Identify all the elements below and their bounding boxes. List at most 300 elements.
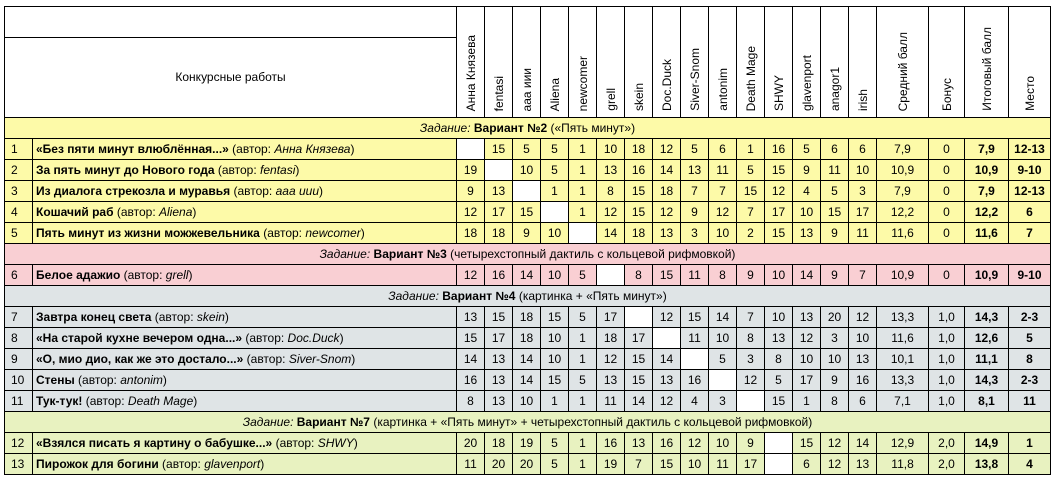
author-prefix: (автор: [120,268,166,282]
section-row [5,118,1051,139]
bonus-cell: 0 [929,139,965,160]
work-title: Пять минут из жизни можжевельника [36,226,260,240]
place-cell: 1 [1009,433,1051,454]
score-cell: 3 [849,181,877,202]
score-cell: 7 [681,181,709,202]
total-cell: 14,9 [965,433,1009,454]
score-cell: 7 [709,181,737,202]
score-cell: 1 [569,328,597,349]
variant-label: Вариант №7 [296,415,370,429]
score-cell: 3 [737,349,765,370]
score-cell: 9 [513,223,541,244]
table-row [5,433,1051,454]
score-cell: 13 [793,307,821,328]
score-cell: 16 [765,139,793,160]
score-cell: 12 [597,349,625,370]
total-cell: 11,1 [965,349,1009,370]
section-heading [5,286,1051,307]
bonus-cell: 1,0 [929,370,965,391]
total-cell: 14,3 [965,307,1009,328]
score-cell: 5 [569,265,597,286]
bonus-cell: 0 [929,265,965,286]
score-cell: 10 [541,349,569,370]
author-suffix: ) [360,226,365,240]
row-number: 7 [5,307,33,328]
score-cell [737,391,765,412]
table-row [5,139,1051,160]
work-title: Завтра конец света [36,310,152,324]
table-row [5,202,1051,223]
author-suffix: ) [351,352,356,366]
score-cell: 13 [653,370,681,391]
score-cell: 10 [597,139,625,160]
header-row [5,7,1051,118]
row-number: 1 [5,139,33,160]
place-cell: 2-3 [1009,370,1051,391]
author-name: newcomer [305,226,361,240]
work-title-cell [33,181,457,202]
score-cell: 14 [457,349,485,370]
variant-label: Вариант №4 [442,289,516,303]
score-cell: 18 [625,223,653,244]
bonus-header: Бонус [929,7,965,118]
work-title: Пирожок для богини [36,457,159,471]
score-cell: 12 [821,454,849,475]
score-cell: 3 [709,391,737,412]
table-row [5,370,1051,391]
author-suffix: ) [260,457,265,471]
score-cell: 15 [457,328,485,349]
place-cell: 4 [1009,454,1051,475]
table-row [5,160,1051,181]
avg-cell: 7,1 [877,391,929,412]
score-cell: 15 [485,307,513,328]
row-number: 2 [5,160,33,181]
score-cell: 10 [821,349,849,370]
author-prefix: (автор: [259,226,306,240]
score-cell: 13 [597,160,625,181]
place-cell: 12-13 [1009,181,1051,202]
table-row [5,307,1051,328]
score-cell: 14 [513,265,541,286]
score-cell: 12 [457,202,485,223]
score-cell [569,223,597,244]
score-cell: 17 [849,202,877,223]
work-title: Белое адажио [36,268,121,282]
score-cell: 1 [541,181,569,202]
score-cell: 12 [793,328,821,349]
score-cell: 17 [485,202,513,223]
score-cell: 10 [681,454,709,475]
row-number: 5 [5,223,33,244]
score-cell: 10 [541,265,569,286]
results-table [4,6,1051,475]
score-cell: 18 [485,223,513,244]
author-prefix: (автор: [151,310,197,324]
score-cell: 12 [709,202,737,223]
judge-header: Анна Князева [457,7,485,118]
score-cell: 12 [597,202,625,223]
score-cell: 15 [821,202,849,223]
score-cell: 5 [737,160,765,181]
author-suffix: ) [319,184,323,198]
score-cell: 11 [681,265,709,286]
score-cell: 13 [625,433,653,454]
score-cell: 1 [569,391,597,412]
work-title-cell [33,391,457,412]
score-cell: 14 [793,265,821,286]
score-cell: 8 [625,265,653,286]
author-suffix: ) [188,268,193,282]
score-cell: 13 [485,181,513,202]
score-cell: 10 [513,391,541,412]
score-cell: 9 [821,370,849,391]
score-cell: 10 [849,160,877,181]
author-suffix: ) [339,331,344,345]
place-cell: 9-10 [1009,160,1051,181]
score-cell: 19 [457,160,485,181]
score-cell: 18 [485,433,513,454]
results-body [5,118,1051,475]
author-name: SHWY [317,436,354,450]
author-name: fentasi [260,163,296,177]
author-suffix: ) [193,394,198,408]
score-cell: 18 [597,328,625,349]
score-cell: 1 [569,202,597,223]
variant-description: (четырехстопный дактиль с кольцевой рифмовкой) [446,247,736,261]
score-cell: 20 [457,433,485,454]
score-cell: 10 [709,328,737,349]
score-cell: 13 [681,160,709,181]
judge-header: glavenport [793,7,821,118]
score-cell [513,181,541,202]
score-cell: 1 [541,391,569,412]
score-cell: 2 [737,223,765,244]
author-prefix: (автор: [272,436,318,450]
author-prefix: (автор: [74,373,121,387]
avg-cell: 10,1 [877,349,929,370]
score-cell: 13 [793,223,821,244]
score-cell: 17 [597,307,625,328]
score-cell: 4 [681,391,709,412]
work-title: «Взялся писать я картину о бабушке...» [36,436,273,450]
score-cell: 12 [821,433,849,454]
author-prefix: (автор: [242,331,288,345]
score-cell: 1 [569,181,597,202]
bonus-cell: 0 [929,202,965,223]
author-prefix: (автор: [243,352,289,366]
score-cell: 13 [849,454,877,475]
work-title: «Без пяти минут влюблённая...» [36,142,229,156]
section-heading [5,118,1051,139]
score-cell: 12 [737,370,765,391]
score-cell: 15 [625,370,653,391]
score-cell: 14 [653,160,681,181]
score-cell: 8 [737,328,765,349]
score-cell: 6 [849,139,877,160]
place-cell: 8 [1009,349,1051,370]
score-cell [653,328,681,349]
avg-cell: 13,3 [877,307,929,328]
score-cell: 1 [569,160,597,181]
score-cell [485,160,513,181]
score-cell: 9 [457,181,485,202]
score-cell: 3 [821,328,849,349]
score-cell: 13 [765,328,793,349]
score-cell: 19 [597,454,625,475]
score-cell: 15 [793,433,821,454]
score-cell: 15 [513,202,541,223]
score-cell [765,433,793,454]
judge-header: SHWY [765,7,793,118]
judge-header: ааа иии [513,7,541,118]
work-title-cell [33,349,457,370]
score-cell: 18 [513,328,541,349]
score-cell: 9 [793,160,821,181]
score-cell: 5 [541,160,569,181]
task-label: Задание: [388,289,439,303]
task-label: Задание: [419,121,471,135]
judge-header: fentasi [485,7,513,118]
author-name: Doc.Duck [287,331,340,345]
variant-description: (картинка + «Пять минут» + четырехстопный дактиль с кольцевой рифмовкой) [369,415,813,429]
task-label: Задание: [319,247,371,261]
score-cell: 4 [793,181,821,202]
judge-header: irish [849,7,877,118]
score-cell: 5 [513,139,541,160]
score-cell: 17 [793,370,821,391]
author-prefix: (автор: [228,142,275,156]
score-cell: 12 [765,181,793,202]
score-cell [765,454,793,475]
judge-header: antonim [709,7,737,118]
score-cell: 11 [457,454,485,475]
avg-cell: 13,3 [877,370,929,391]
score-cell: 6 [709,139,737,160]
table-row [5,328,1051,349]
score-cell: 14 [597,223,625,244]
work-title: «На старой кухне вечером одна...» [36,331,243,345]
score-cell: 15 [765,160,793,181]
score-cell: 10 [765,307,793,328]
bonus-cell: 0 [929,160,965,181]
score-cell: 13 [485,391,513,412]
score-cell: 8 [765,349,793,370]
work-title-cell [33,307,457,328]
score-cell: 14 [653,349,681,370]
total-cell: 7,9 [965,139,1009,160]
score-cell: 11 [821,160,849,181]
score-cell: 7 [737,202,765,223]
score-cell: 18 [513,307,541,328]
work-title: Кошачий раб [36,205,114,219]
score-cell: 1 [793,391,821,412]
score-cell: 10 [793,202,821,223]
avg-cell: 7,9 [877,139,929,160]
score-cell: 1 [569,139,597,160]
score-cell [681,349,709,370]
score-cell: 8 [597,181,625,202]
avg-cell: 12,9 [877,433,929,454]
score-cell: 17 [485,328,513,349]
score-cell: 7 [849,265,877,286]
score-cell: 11 [709,454,737,475]
score-cell: 16 [625,160,653,181]
score-cell: 11 [849,223,877,244]
score-cell: 18 [457,223,485,244]
total-cell: 13,8 [965,454,1009,475]
author-name: Aliena [159,205,193,219]
work-title-cell [33,160,457,181]
score-cell: 10 [709,433,737,454]
score-cell: 15 [625,349,653,370]
author-name: glavenport [204,457,261,471]
work-title-cell [33,223,457,244]
score-cell: 6 [793,454,821,475]
score-cell: 5 [541,433,569,454]
score-cell: 14 [513,349,541,370]
score-cell: 20 [821,307,849,328]
section-row [5,286,1051,307]
score-cell: 9 [821,265,849,286]
score-cell: 10 [541,223,569,244]
works-header [5,7,457,118]
row-number: 3 [5,181,33,202]
row-number: 9 [5,349,33,370]
score-cell: 5 [541,139,569,160]
score-cell: 1 [569,349,597,370]
total-cell: 12,2 [965,202,1009,223]
score-cell: 1 [569,433,597,454]
total-cell: 12,6 [965,328,1009,349]
score-cell: 16 [849,370,877,391]
score-cell: 13 [457,307,485,328]
score-cell: 12 [653,139,681,160]
score-cell [709,370,737,391]
avg-header: Средний балл [877,7,929,118]
score-cell: 17 [765,202,793,223]
work-title-cell [33,139,457,160]
works-label: Конкурсные работы [175,69,286,84]
score-cell: 15 [625,181,653,202]
place-cell: 6 [1009,202,1051,223]
score-cell: 18 [625,139,653,160]
place-cell: 11 [1009,391,1051,412]
total-header: Итоговый балл [965,7,1009,118]
score-cell: 17 [737,454,765,475]
score-cell: 15 [541,370,569,391]
score-cell: 15 [681,307,709,328]
author-name: Siver-Snom [288,352,352,366]
score-cell [625,307,653,328]
variant-description: («Пять минут») [547,121,636,135]
variant-label: Вариант №2 [473,121,548,135]
score-cell: 12 [653,202,681,223]
avg-cell: 10,9 [877,160,929,181]
work-title: За пять минут до Нового года [36,163,215,177]
judge-header: grell [597,7,625,118]
score-cell: 10 [513,160,541,181]
score-cell [597,265,625,286]
task-label: Задание: [242,415,294,429]
row-number: 4 [5,202,33,223]
score-cell: 16 [653,433,681,454]
score-cell: 13 [653,223,681,244]
score-cell: 12 [457,265,485,286]
total-cell: 10,9 [965,265,1009,286]
author-prefix: (автор: [214,163,261,177]
work-title-cell [33,454,457,475]
place-cell: 2-3 [1009,307,1051,328]
score-cell: 5 [793,139,821,160]
score-cell: 16 [485,265,513,286]
score-cell: 3 [681,223,709,244]
score-cell: 20 [513,454,541,475]
score-cell: 16 [681,370,709,391]
score-cell: 8 [457,391,485,412]
score-cell: 14 [849,433,877,454]
score-cell: 16 [597,433,625,454]
row-number: 6 [5,265,33,286]
avg-cell: 12,2 [877,202,929,223]
score-cell: 9 [737,433,765,454]
section-row [5,244,1051,265]
avg-cell: 11,8 [877,454,929,475]
score-cell: 15 [541,307,569,328]
score-cell: 10 [709,223,737,244]
score-cell: 17 [625,328,653,349]
score-cell: 8 [709,265,737,286]
avg-cell: 7,9 [877,181,929,202]
score-cell: 12 [653,307,681,328]
score-cell: 5 [821,181,849,202]
score-cell: 13 [485,349,513,370]
place-cell: 12-13 [1009,139,1051,160]
score-cell: 11 [681,328,709,349]
table-row [5,265,1051,286]
score-cell: 7 [737,307,765,328]
author-name: skein [196,310,225,324]
table-row [5,223,1051,244]
score-cell: 5 [569,307,597,328]
table-row [5,181,1051,202]
score-cell: 10 [541,328,569,349]
score-cell: 5 [765,370,793,391]
score-cell: 10 [849,328,877,349]
score-cell: 15 [737,181,765,202]
author-prefix: (автор: [158,457,205,471]
bonus-cell: 1,0 [929,391,965,412]
score-cell: 13 [849,349,877,370]
variant-description: (картинка + «Пять минут») [515,289,667,303]
row-number: 8 [5,328,33,349]
score-cell: 9 [821,223,849,244]
score-cell: 9 [681,202,709,223]
score-cell: 5 [541,454,569,475]
total-cell: 14,3 [965,370,1009,391]
judge-header: anagor1 [821,7,849,118]
score-cell: 7 [625,454,653,475]
place-header: Место [1009,7,1051,118]
total-cell: 10,9 [965,160,1009,181]
score-cell: 6 [849,391,877,412]
author-suffix: ) [353,436,358,450]
judge-header: newcomer [569,7,597,118]
row-number: 12 [5,433,33,454]
score-cell: 13 [485,370,513,391]
score-cell: 14 [513,370,541,391]
row-number: 11 [5,391,33,412]
